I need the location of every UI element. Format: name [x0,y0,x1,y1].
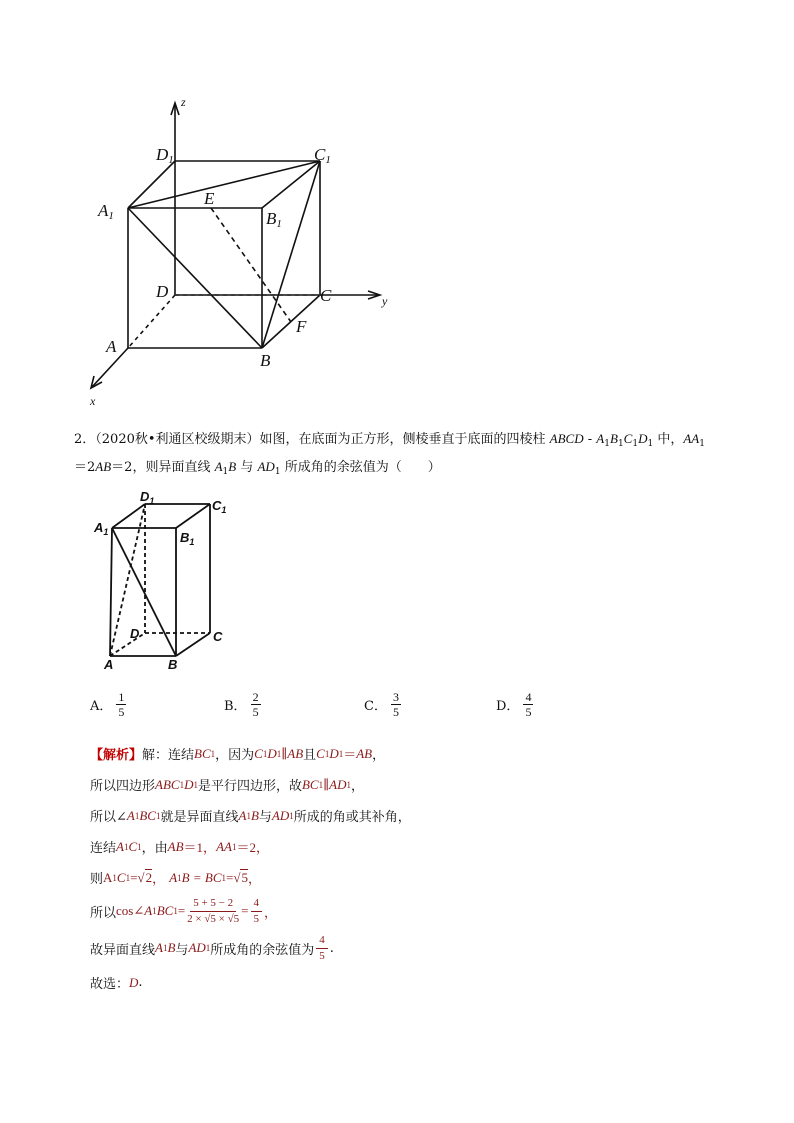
vertex-C1: C1 [314,145,331,166]
p-vertex-D1: $D_1$ [140,489,155,506]
choice-b[interactable]: B． $\frac{2}{5}$ [224,690,259,719]
vertex-A1: A1 [98,201,114,222]
z-label: z [181,95,186,109]
answer-choices [90,690,650,730]
p-vertex-B: B [168,657,178,672]
problem-statement [74,425,734,481]
vertex-D: D [156,282,169,301]
solution-line-3: 所以∠ A 1 BC 1 就是异面直线 A 1 B 与 AD 1 所成的角或其补角， [90,807,411,825]
p-vertex-D: D [130,626,140,641]
vertex-C: C [320,286,332,305]
cos-fraction: $\frac{5 + 5 - 2}{2 \times √5 \times √5}$ [187,896,240,925]
analysis-tag: 【解析】 [90,748,143,763]
prism-diagram [92,488,252,673]
problem-line-2: ＝2AB＝2，则异面直线 $A_1B$ 与 $AD_1$ 所成角的余弦值为（ ） [74,459,441,477]
p-vertex-C: C [213,629,223,644]
p-vertex-A: A [104,657,114,672]
cube-diagram [80,90,400,410]
choice-d[interactable]: D． $\frac{4}{5}$ [496,690,532,719]
vertex-D1: D1 [156,145,174,166]
solution [90,738,730,998]
x-label: x [90,394,96,408]
vertex-A: A [106,337,117,356]
solution-line-2: 所以四边形 ABC 1 D 1 是平行四边形，故 BC 1 ∥ AD 1 ， [90,776,364,794]
solution-line-5: 则 A 1 C 1 = √ 2 ， A 1 B = BC 1 = √ 5 ， [90,869,261,887]
solution-line-8: 故选： D . [90,974,143,992]
p-vertex-C1: $C_1$ [212,498,227,515]
solution-line-4: 连结 A 1 C 1 ，由 AB ＝1， AA 1 ＝2， [90,838,269,856]
solution-line-7: 故异面直线 A 1 B 与 AD 1 所成角的余弦值为 4 5 . [90,933,334,962]
solution-line-6: 所以 cos∠ A 1 BC 1 = $\frac{5 + 5 - 2}{2 \times √5 \times √5}$ = $\frac{4}{5}$ ， [90,896,278,925]
choice-a[interactable]: A． $\frac{1}{5}$ [90,690,125,719]
problem-number: 2． [74,432,96,447]
vertex-B: B [260,351,271,370]
vertex-E: E [204,189,215,208]
x-axis-dashed [128,295,175,348]
cube-figure [80,90,400,410]
p-vertex-A1: $A_1$ [94,520,109,537]
vertex-F: F [296,317,307,336]
choice-c[interactable]: C． $\frac{3}{5}$ [364,690,399,719]
p-vertex-B1: $B_1$ [180,530,195,547]
vertex-B1: B1 [266,209,282,230]
prism-figure [92,488,252,673]
problem-line-1: 2．（2020秋•利通区校级期末）如图，在底面为正方形，侧棱垂直于底面的四棱柱 ABCD - $A_1B_1C_1D_1$ 中，$AA_1$ [74,431,705,449]
y-label: y [382,294,388,308]
solution-line-1: 【解析】 解：连结 BC 1 ，因为 C 1 D 1 ∥ AB 且 C 1 D 1 ＝ AB ， [90,745,386,763]
